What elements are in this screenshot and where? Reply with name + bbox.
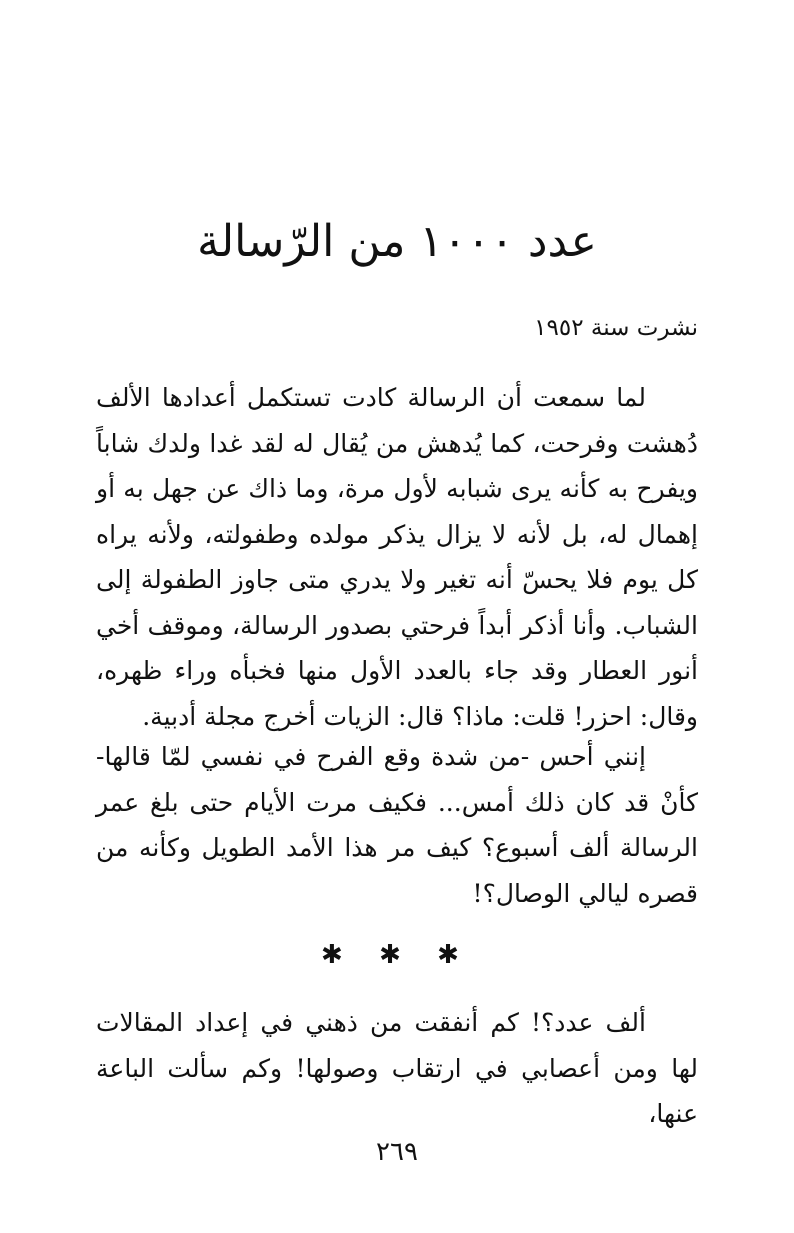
section-separator: ✱ ✱ ✱: [321, 940, 473, 970]
publication-note: نشرت سنة ١٩٥٢: [534, 315, 698, 341]
paragraph-2: إنني أحس -من شدة وقع الفرح في نفسي لمّا قالها- كأنْ قد كان ذلك أمس... فكيف مرت الأيام حتى بلغ عمر الرسالة ألف أسبوع؟ كيف مر هذا الأمد الطويل وكأنه من قصره ليالي الوصال؟!: [96, 742, 698, 908]
paragraph-1: لما سمعت أن الرسالة كادت تستكمل أعدادها الألف دُهشت وفرحت، كما يُدهش من يُقال له لقد غدا ولدك شاباً ويفرح به كأنه يرى شبابه لأول مرة، وما ذاك عن جهل به أو إهمال له، بل لأنه لا يزال يذكر مولده وطفولته، ولأنه يراه كل يوم فلا يحسّ أنه تغير ولا يدري متى جاوز الطفولة إلى الشباب. وأنا أذكر أبداً فرحتي بصدور الرسالة، وموقف أخي أنور العطار وقد جاء بالعدد الأول منها فخبأه وراء ظهره، وقال: احزر! قلت: ماذا؟ قال: الزيات أخرج مجلة أدبية.: [96, 383, 698, 731]
page-number: ٢٦٩: [376, 1137, 418, 1167]
paragraph-3: ألف عدد؟! كم أنفقت من ذهني في إعداد المقالات لها ومن أعصابي في ارتقاب وصولها! وكم سألت الباعة عنها،: [96, 1008, 698, 1128]
chapter-title: عدد ١٠٠٠ من الرّسالة: [197, 216, 597, 267]
